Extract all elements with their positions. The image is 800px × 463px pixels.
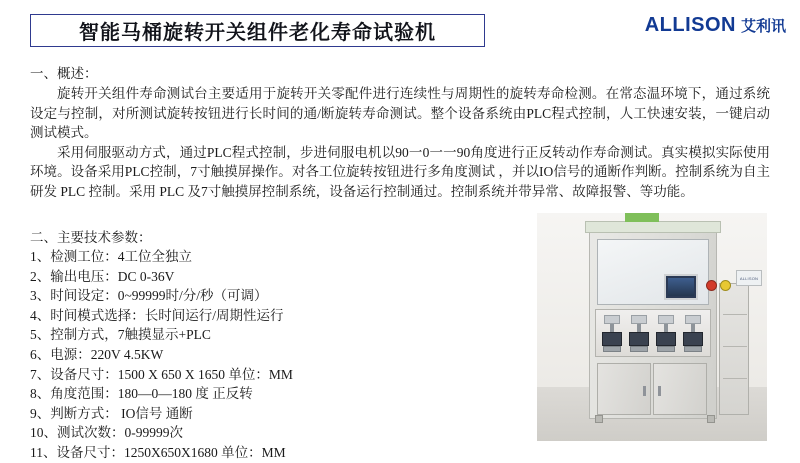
overview-paragraph-2: 采用伺服驱动方式，通过PLC程式控制，步进伺服电机以90一0一一90角度进行正反转动作寿命测试。真实模拟实际使用环境。设备采用PLC控制，7寸触摸屏操作。对各工位旋转按钮进行多角度测试 ，并以IO信号的通断作判断。控制系统为自主研发 PLC 控制。采用 PLC 及7寸触摸屏控制系统，设备运行控制通过。控制系统并带异常、故障报警、等功能。	[30, 144, 770, 199]
spec-item: 10、测试次数：0-99999次	[30, 425, 183, 441]
specs-heading: 二、主要技术参数：	[30, 230, 152, 245]
machine-brand-tag: ALLISON	[736, 270, 762, 286]
machine-foot	[595, 415, 603, 423]
spec-item: 3、时间设定：0~99999时/分/秒（可调）	[30, 288, 268, 304]
door-handle-icon	[658, 386, 661, 396]
page-title-box	[30, 14, 485, 47]
door-handle-icon	[643, 386, 646, 396]
brand-name-en: ALLISON	[644, 14, 736, 36]
page-title: 智能马桶旋转开关组件老化寿命试验机	[79, 22, 436, 44]
spec-item: 4、时间模式选择：长时间运行/周期性运行	[30, 307, 284, 323]
spec-item: 5、控制方式，7触摸显示+PLC	[30, 327, 211, 343]
machine-photo	[537, 213, 767, 441]
spec-item: 9、判断方式： IO信号 通断	[30, 405, 193, 421]
test-station	[656, 315, 676, 353]
brand-logo	[645, 14, 786, 37]
machine-top-panel	[585, 221, 721, 233]
overview-section	[30, 64, 770, 201]
machine-side-rack	[719, 283, 749, 415]
overview-paragraph-1: 旋转开关组件寿命测试台主要适用于旋转开关零配件进行连续性与周期性的旋转寿命检测。在常态温环境下，通过系统设定与控制，对所测试旋转按钮进行长时间的通/断旋转寿命测试。整个设备系统由PLC程式控制，人工快速安装，一键启动测试模式。	[30, 86, 770, 140]
spec-item: 11、设备尺寸：1250X650X1680 单位：MM	[30, 444, 286, 460]
spec-item: 6、电源：220V 4.5KW	[30, 346, 164, 362]
machine-work-area	[595, 309, 711, 357]
stop-button-icon[interactable]	[706, 280, 717, 291]
slide-header	[0, 0, 800, 58]
specs-section	[30, 228, 450, 463]
hmi-screen	[668, 278, 694, 296]
touchscreen-hmi[interactable]	[664, 274, 698, 300]
test-station	[602, 315, 622, 353]
spec-item: 1、检测工位：4工位全独立	[30, 249, 192, 264]
cabinet-door-left	[597, 363, 651, 415]
test-station	[683, 315, 703, 353]
test-station	[629, 315, 649, 353]
spec-item: 2、输出电压：DC 0-36V	[30, 268, 175, 284]
cabinet-door-right	[653, 363, 707, 415]
machine-green-accent	[625, 213, 659, 222]
machine-test-chamber	[597, 239, 759, 305]
brand-name-cn: 艾利讯	[740, 18, 786, 35]
start-button-icon[interactable]	[720, 280, 731, 291]
spec-item: 8、角度范围：180—0—180 度 正反转	[30, 386, 253, 402]
spec-item: 7、设备尺寸：1500 X 650 X 1650 单位：MM	[30, 366, 293, 382]
overview-heading: 一、概述：	[30, 66, 98, 81]
machine-foot	[707, 415, 715, 423]
